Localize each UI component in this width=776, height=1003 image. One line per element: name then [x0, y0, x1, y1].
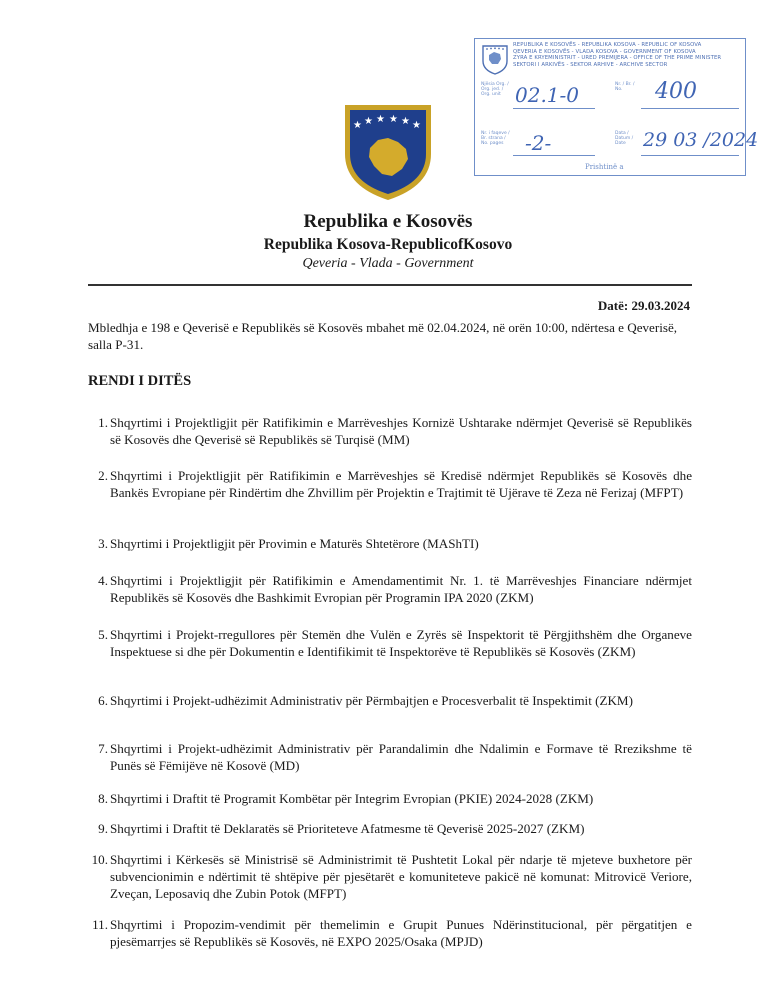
document-date: Datë: 29.03.2024: [597, 298, 690, 313]
agenda-item-number: 11.: [92, 917, 108, 932]
agenda-item-text: Shqyrtimi i Projekt-rregullores për Stemën dhe Vulën e Zyrës së Inspektorit të Përgjithshëm dhe Organeve Inspektuese si dhe për Dokumentin e Identifikimit të Inspektorëve të Republikës së Kosovës (ZKM): [110, 627, 692, 659]
agenda-item: [84, 414, 692, 448]
stamp-label-date: Data / Datum / Date: [615, 131, 634, 146]
agenda-item-text: Shqyrtimi i Projektligjit për Ratifikimin e Amendamentimit Nr. 1. të Marrëveshjes Financiare ndërmjet Republikës së Kosovës dhe Bashkimit Evropian për Programin IPA 2020 (ZKM): [110, 573, 692, 605]
stamp-header-line: SEKTORI I ARKIVËS - SEKTOR ARHIVE - ARCHIVE SECTOR: [513, 61, 668, 68]
svg-text:★: ★: [364, 116, 373, 127]
agenda-item: [84, 572, 692, 606]
stamp-attachments-value: -2-: [525, 131, 552, 155]
agenda-item-text: Shqyrtimi i Propozim-vendimit për themelimin e Grupit Punues Ndërinstitucional, për përgatitjen e pjesëmarrjes së Republikës së Kosovës, në EXPO 2025/Osaka (MPJD): [110, 917, 692, 949]
heading-divider: [88, 284, 692, 286]
agenda-item-number: 4.: [98, 573, 108, 588]
svg-text:★: ★: [412, 120, 421, 131]
stamp-label-org-unit: Njësia Org. / Org. jed. / Org. unit: [481, 82, 509, 97]
agenda-item-number: 7.: [98, 741, 108, 756]
stamp-city: Prishtinë a: [585, 163, 624, 171]
svg-text:★: ★: [389, 114, 398, 125]
stamp-label-attachments: Nr. i faqeve / Br. strana / No. pages: [481, 131, 510, 146]
stamp-label-protocol: Nr. / Br. / No.: [615, 82, 635, 92]
agenda-item-text: Shqyrtimi i Projekt-udhëzimit Administrativ për Përmbajtjen e Procesverbalit të Inspektimit (ZKM): [110, 693, 633, 708]
agenda-item: [84, 916, 692, 950]
stamp-line: [641, 108, 739, 109]
stamp-line: [513, 155, 595, 156]
stamp-header: [513, 42, 743, 68]
stamp-header-line: ZYRA E KRYEMINISTRIT - URED PREMIJERA - OFFICE OF THE PRIME MINISTER: [513, 55, 722, 62]
agenda-item: [84, 626, 692, 660]
agenda-item-number: 1.: [98, 415, 108, 430]
agenda-item-number: 10.: [91, 852, 108, 867]
agenda-item: [84, 692, 692, 709]
stamp-date-value: 29 03 /2024: [643, 129, 759, 151]
agenda-item-text: Shqyrtimi i Projektligjit për Provimin e Maturës Shtetërore (MAShTI): [110, 536, 479, 551]
stamp-line: [641, 155, 739, 156]
agenda-item: [84, 467, 692, 501]
stamp-header-line: QEVERIA E KOSOVËS - VLADA KOSOVA - GOVERNMENT OF KOSOVA: [513, 48, 696, 55]
agenda-item-number: 2.: [98, 468, 108, 483]
agenda-item: [84, 790, 692, 807]
heading-government: Qeveria - Vlada - Government: [302, 256, 474, 271]
agenda-item-number: 3.: [98, 536, 108, 551]
agenda-item-text: Shqyrtimi i Projektligjit për Ratifikimin e Marrëveshjes Kornizë Ushtarake ndërmjet Qeverisë së Republikës së Kosovës dhe Qeverisë së Republikës së Turqisë (MM): [110, 415, 692, 447]
agenda-item: [84, 820, 692, 837]
agenda-item-text: Shqyrtimi i Projektligjit për Ratifikimin e Marrëveshjes së Kredisë ndërmjet Republikës së Kosovës dhe Bankës Evropiane për Rindërtim dhe Zhvillim për Projektin e Trajtimit të Ujërave të Zeza në Ferizaj (MFPT): [110, 468, 692, 500]
agenda-title: RENDI I DITËS: [88, 373, 192, 389]
svg-text:★: ★: [376, 114, 385, 125]
agenda-item: [84, 740, 692, 774]
agenda-item-number: 8.: [98, 791, 108, 806]
agenda-item-text: Shqyrtimi i Kërkesës së Ministrisë së Administrimit të Pushtetit Lokal për ndarje të mjeteve buxhetore për subvencionimin e ndërtimit të shtëpive për pjesëtarët e komuniteteve pakicë në komunat: Mitrovicë Veriore, Zveçan, Leposaviq dhe Zubin Potok (MFPT): [110, 852, 692, 901]
stamp-protocol-value: 400: [655, 79, 697, 104]
agenda-item-text: Shqyrtimi i Draftit të Programit Kombëtar për Integrim Evropian (PKIE) 2024-2028 (ZKM): [110, 791, 594, 806]
meeting-intro: Mbledhja e 198 e Qeverisë e Republikës së Kosovës mbahet më 02.04.2024, në orën 10:00, ndërtesa e Qeverisë, salla P-31.: [88, 320, 678, 352]
svg-text:★: ★: [353, 120, 362, 131]
agenda-item-text: Shqyrtimi i Projekt-udhëzimit Administrativ për Parandalimin dhe Ndalimin e Formave të Rrezikshme të Punës së Fëmijëve në Kosovë (MD): [110, 741, 692, 773]
svg-text:★: ★: [401, 116, 410, 127]
agenda-item-number: 9.: [98, 821, 108, 836]
agenda-item-text: Shqyrtimi i Draftit të Deklaratës së Prioriteteve Afatmesme të Qeverisë 2025-2027 (ZKM): [110, 821, 585, 836]
archive-stamp: [474, 38, 759, 176]
heading-trilingual: Republika Kosova-RepublicofKosovo: [263, 236, 513, 253]
stamp-header-line: REPUBLIKA E KOSOVËS - REPUBLIKA KOSOVA - REPUBLIC OF KOSOVA: [513, 42, 702, 48]
agenda-item-number: 5.: [98, 627, 108, 642]
heading-republic: Republika e Kosovës: [303, 211, 473, 232]
seal-icon: [481, 43, 509, 75]
stamp-line: [513, 108, 595, 109]
stamp-org-unit-value: 02.1-0: [515, 83, 580, 107]
agenda-item: [84, 535, 692, 552]
coat-of-arms-icon: [342, 102, 434, 202]
agenda-item-number: 6.: [98, 693, 108, 708]
agenda-item: [84, 851, 692, 902]
